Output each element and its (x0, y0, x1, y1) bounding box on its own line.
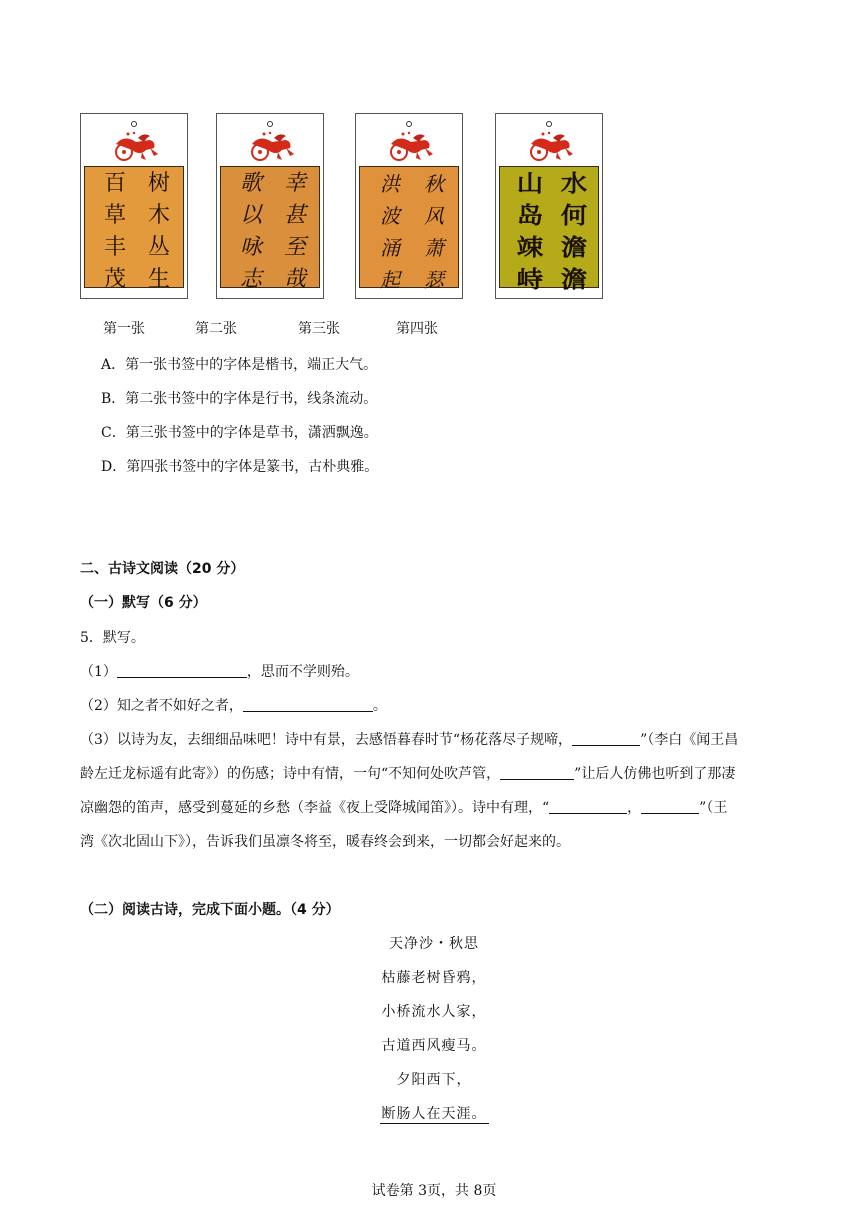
bookmark-calligraphy-panel (84, 166, 184, 292)
question-5-3-line-4: 湾《次北固山下》），告诉我们虽凛冬将至，暖春终会到来，一切都会好起来的。 (80, 834, 570, 850)
calligraphy-char: 树 (147, 171, 170, 196)
section-title: 二、古诗文阅读（20 分） (80, 561, 245, 577)
option-d: D．第四张书签中的字体是篆书，古朴典雅。 (101, 459, 379, 475)
option-a: A．第一张书签中的字体是楷书，端正大气。 (101, 357, 378, 373)
answer-blank-3[interactable] (572, 731, 640, 746)
q5-2-suffix: 。 (372, 698, 387, 714)
poem-line-3: 古道西风瘦马。 (381, 1038, 487, 1054)
question-5-2 (80, 695, 387, 715)
poem-line-5-text: 断肠人在天涯。 (381, 1106, 487, 1122)
bookmark-calligraphy-panel (220, 166, 320, 292)
calligraphy-char: 水 (560, 171, 588, 197)
part2-title: （二）阅读古诗，完成下面小题。（4 分） (80, 902, 340, 918)
bookmark-label-1: 第一张 (103, 321, 145, 337)
calligraphy-char: 萧 (424, 236, 444, 260)
q5-3-line3-b: ， (627, 800, 642, 816)
answer-blank-4[interactable] (500, 765, 574, 780)
poem-line-2: 小桥流水人家， (381, 1004, 487, 1020)
poem-line-1: 枯藤老树昏鸦， (381, 970, 487, 986)
calligraphy-char: 至 (283, 235, 306, 260)
q5-3-line2-a: 龄左迁龙标遥有此寄》）的伤感；诗中有情，一句“不知何处吹芦管， (80, 766, 501, 782)
bookmark-4 (495, 113, 603, 299)
q5-1-suffix: ，思而不学则殆。 (246, 664, 359, 680)
calligraphy-char: 哉 (283, 267, 306, 292)
calligraphy-char: 波 (380, 204, 400, 228)
answer-blank-5[interactable] (549, 799, 627, 814)
calligraphy-char: 起 (380, 268, 400, 292)
q5-3-line2-b: ”让后人仿佛也听到了那凄 (574, 766, 736, 782)
chariot-logo-icon (385, 130, 435, 164)
question-5-3-line-2 (80, 763, 735, 783)
calligraphy-char: 风 (424, 204, 444, 228)
chariot-logo-icon (110, 130, 160, 164)
page-footer: 试卷第 3页，共 8页 (371, 1183, 497, 1199)
calligraphy-char: 幸 (283, 171, 306, 196)
calligraphy-char: 涌 (380, 236, 400, 260)
bookmark-label-2: 第二张 (195, 321, 237, 337)
calligraphy-char: 歌 (239, 171, 262, 196)
chariot-logo-icon (525, 130, 575, 164)
q5-2-prefix: （2）知之者不如好之者， (80, 698, 243, 714)
bookmark-hole (131, 121, 137, 127)
answer-blank-2[interactable] (243, 697, 373, 712)
bookmark-1 (80, 113, 188, 299)
calligraphy-char: 洪 (380, 172, 400, 196)
question-5-3-line-1 (80, 729, 738, 749)
calligraphy-char: 甚 (283, 203, 306, 228)
bookmark-3 (355, 113, 463, 299)
calligraphy-char: 木 (147, 203, 170, 228)
poem-line-5 (0, 1103, 868, 1123)
bookmark-hole (267, 121, 273, 127)
calligraphy-char: 丛 (147, 235, 170, 260)
calligraphy-char: 咏 (239, 235, 262, 260)
calligraphy-char: 以 (239, 203, 262, 228)
calligraphy-char: 峙 (516, 267, 544, 293)
calligraphy-char: 山 (516, 171, 544, 197)
q5-3-line3-a: 凉幽怨的笛声，感受到蔓延的乡愁（李益《夜上受降城闻笛》）。诗中有理，“ (80, 800, 550, 816)
bookmark-hole (406, 121, 412, 127)
calligraphy-char: 澹 (560, 267, 588, 293)
calligraphy-char: 澹 (560, 235, 588, 261)
answer-blank-1[interactable] (117, 663, 247, 678)
q5-3-line3-c: ”（王 (699, 800, 728, 816)
bookmark-calligraphy-panel (359, 166, 459, 292)
option-b: B．第二张书签中的字体是行书，线条流动。 (101, 391, 378, 407)
calligraphy-char: 秋 (424, 172, 444, 196)
poem-title: 天净沙・秋思 (389, 936, 479, 952)
calligraphy-char: 茂 (103, 267, 126, 292)
calligraphy-char: 生 (147, 267, 170, 292)
question-5: 5．默写。 (80, 630, 145, 646)
calligraphy-char: 百 (103, 171, 126, 196)
calligraphy-char: 岛 (516, 203, 544, 229)
bookmark-label-3: 第三张 (298, 321, 340, 337)
bookmark-label-4: 第四张 (396, 321, 438, 337)
answer-blank-6[interactable] (641, 799, 699, 814)
q5-3-line1-a: （3）以诗为友，去细细品味吧！诗中有景，去感悟暮春时节“杨花落尽子规啼， (80, 732, 573, 748)
chariot-logo-icon (246, 130, 296, 164)
calligraphy-char: 草 (103, 203, 126, 228)
part1-title: （一）默写（6 分） (80, 595, 207, 611)
poem-line-4: 夕阳西下， (396, 1072, 472, 1088)
bookmark-2 (216, 113, 324, 299)
q5-3-line1-b: ”（李白《闻王昌 (640, 732, 739, 748)
question-5-3-line-3 (80, 797, 727, 817)
calligraphy-char: 竦 (516, 235, 544, 261)
option-c: C．第三张书签中的字体是草书，潇洒飘逸。 (101, 425, 378, 441)
calligraphy-char: 志 (239, 267, 262, 292)
bookmark-calligraphy-panel (499, 166, 599, 293)
bookmark-hole (546, 121, 552, 127)
question-5-1 (80, 661, 359, 681)
calligraphy-char: 丰 (103, 235, 126, 260)
calligraphy-char: 何 (560, 203, 588, 229)
q5-1-prefix: （1） (80, 664, 117, 680)
calligraphy-char: 瑟 (424, 268, 444, 292)
